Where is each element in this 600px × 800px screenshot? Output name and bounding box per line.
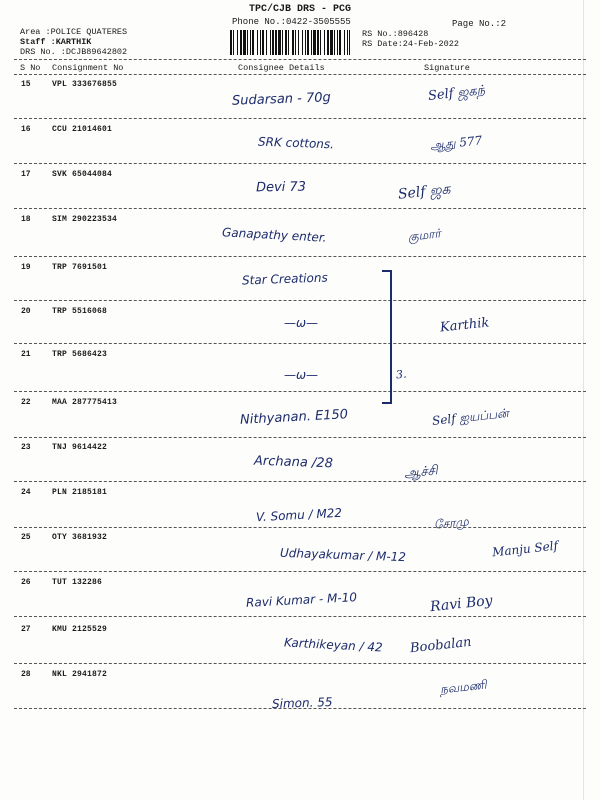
barcode-bar	[270, 30, 271, 55]
barcode-bar	[247, 30, 248, 55]
row-consignee-details: Udhayakumar / M-12	[279, 545, 407, 565]
row-consignment-no: TRP 5686423	[52, 350, 108, 359]
row-consignee-details: Ravi Kumar - M-10	[245, 590, 358, 610]
row-signature: Ravi Boy	[429, 592, 494, 616]
row-divider	[14, 616, 586, 617]
row-consignee-details: Archana /28	[253, 453, 334, 472]
barcode-bar	[260, 30, 261, 55]
row-sno: 18	[21, 215, 31, 224]
barcode-bar	[339, 30, 341, 55]
barcode-bar	[311, 30, 312, 55]
row-consignee-details: V. Somu / M22	[255, 505, 343, 525]
row-consignee-details: Star Creations	[241, 270, 328, 288]
row-consignment-no: PLN 2185181	[52, 488, 108, 497]
row-divider	[14, 163, 586, 164]
row-divider	[14, 663, 586, 664]
barcode-bar	[307, 30, 309, 55]
row-sno: 22	[21, 398, 31, 407]
row-consignee-details: Devi 73	[255, 179, 307, 196]
row-divider	[14, 391, 586, 392]
row-consignment-no: CCU 21014601	[52, 125, 113, 134]
barcode-bar	[285, 30, 287, 55]
page-number: Page No.:2	[452, 19, 507, 29]
barcode-bar	[334, 30, 335, 55]
row-signature: குமார்	[407, 226, 442, 244]
row-divider	[14, 300, 586, 301]
sheet-title: TPC/CJB DRS - PCG	[248, 4, 352, 15]
barcode-bar	[324, 30, 325, 55]
barcode-bar	[252, 30, 254, 55]
scan-edge-line	[583, 0, 584, 800]
barcode-bar	[327, 30, 329, 55]
row-consignee-details: Ganapathy enter.	[221, 225, 327, 245]
rs-number: RS No.:896428	[362, 29, 429, 39]
header-left-block	[20, 27, 127, 57]
row-sno: 23	[21, 443, 31, 452]
barcode-bar	[243, 30, 246, 55]
row-divider	[14, 437, 586, 438]
barcode-bar	[272, 30, 274, 55]
row-consignee-details: Simon. 55	[271, 694, 333, 712]
row-consignment-no: TRP 7691501	[52, 263, 108, 272]
col-sno: S No	[20, 63, 41, 73]
barcode-bar	[295, 30, 296, 55]
row-consignment-no: KMU 2125529	[52, 625, 108, 634]
group-bracket	[382, 270, 392, 404]
barcode-bar	[347, 30, 348, 55]
row-consignment-no: TNJ 9614422	[52, 443, 108, 452]
row-divider	[14, 256, 586, 257]
row-consignee-details: Karthikeyan / 42	[283, 635, 384, 655]
row-consignee-details: Sudarsan - 70g	[231, 90, 332, 109]
row-signature: Self ஜக	[397, 181, 452, 203]
row-sno: 21	[21, 350, 31, 359]
row-sno: 26	[21, 578, 31, 587]
barcode-bar	[257, 30, 258, 55]
row-consignee-details: —ω—	[284, 316, 319, 330]
barcode-bar	[317, 30, 319, 55]
row-divider	[14, 527, 586, 528]
area-label: Area :POLICE QUATERES	[20, 27, 128, 37]
header-right-block	[362, 29, 459, 49]
row-signature: நவமணி	[439, 677, 488, 697]
row-sno: 15	[21, 80, 31, 89]
row-signature: Manju Self	[491, 538, 559, 560]
row-sno: 16	[21, 125, 31, 134]
phone-number: Phone No.:0422-3505555	[232, 17, 351, 27]
barcode-bar	[344, 30, 345, 55]
col-signature: Signature	[424, 63, 470, 73]
barcode-bar	[330, 30, 333, 55]
row-signature: Karthik	[439, 315, 490, 336]
rs-date: RS Date:24-Feb-2022	[362, 39, 459, 49]
row-signature: ஆச்சி	[403, 463, 439, 482]
col-details: Consignee Details	[238, 63, 325, 73]
barcode-bar	[313, 30, 316, 55]
barcode-bar	[298, 30, 299, 55]
row-divider	[14, 708, 586, 709]
barcode-bar	[237, 30, 238, 55]
row-divider	[14, 208, 586, 209]
row-sno: 17	[21, 170, 31, 179]
row-sno: 20	[21, 307, 31, 316]
row-signature: சோமு	[433, 514, 470, 532]
row-sno: 27	[21, 625, 31, 634]
barcode-bar	[262, 30, 264, 55]
barcode-bar	[240, 30, 242, 55]
row-consignment-no: SVK 65044084	[52, 170, 113, 179]
row-consignment-no: OTY 3681932	[52, 533, 108, 542]
barcode-bar	[233, 30, 234, 55]
row-consignment-no: SIM 290223534	[52, 215, 118, 224]
barcode-bar	[292, 30, 294, 55]
row-consignment-no: NKL 2941872	[52, 670, 108, 679]
staff-label: Staff :KARTHIK	[20, 37, 92, 47]
row-signature: Self ஜகந்	[427, 83, 486, 104]
barcode-bar	[282, 30, 283, 55]
row-sno: 28	[21, 670, 31, 679]
row-sno: 19	[21, 263, 31, 272]
drs-number: DRS No. :DCJB89642802	[20, 47, 128, 57]
header-divider-bottom	[14, 74, 586, 75]
row-divider	[14, 481, 586, 482]
header-divider-top	[14, 59, 586, 60]
row-consignment-no: TUT 132286	[52, 578, 103, 587]
row-signature: 3.	[395, 367, 408, 382]
row-sno: 25	[21, 533, 31, 542]
row-divider	[14, 118, 586, 119]
row-signature: ஆது 577	[429, 133, 483, 153]
row-signature: Self ஐயப்பன்	[431, 406, 510, 428]
row-consignee-details: —ω—	[284, 368, 319, 382]
barcode-bar	[349, 30, 350, 55]
col-consignment: Consignment No	[52, 63, 124, 73]
row-consignee-details: Nithyanan. E150	[239, 407, 349, 428]
row-consignment-no: TRP 5516068	[52, 307, 108, 316]
barcode-bar	[230, 30, 232, 55]
row-sno: 24	[21, 488, 31, 497]
row-consignee-details: SRK cottons.	[257, 134, 335, 152]
row-divider	[14, 571, 586, 572]
barcode-bar	[250, 30, 251, 55]
barcode-bar	[337, 30, 338, 55]
barcode-bar	[305, 30, 306, 55]
barcode-bar	[275, 30, 277, 55]
barcode-bar	[302, 30, 303, 55]
barcode-bar	[278, 30, 281, 55]
row-divider	[14, 343, 586, 344]
row-consignment-no: VPL 333676855	[52, 80, 118, 89]
barcode-bar	[288, 30, 289, 55]
barcode-bar	[266, 30, 267, 55]
barcode-bar	[320, 30, 321, 55]
row-signature: Boobalan	[409, 634, 473, 657]
barcode-icon	[230, 30, 350, 55]
row-consignment-no: MAA 287775413	[52, 398, 118, 407]
